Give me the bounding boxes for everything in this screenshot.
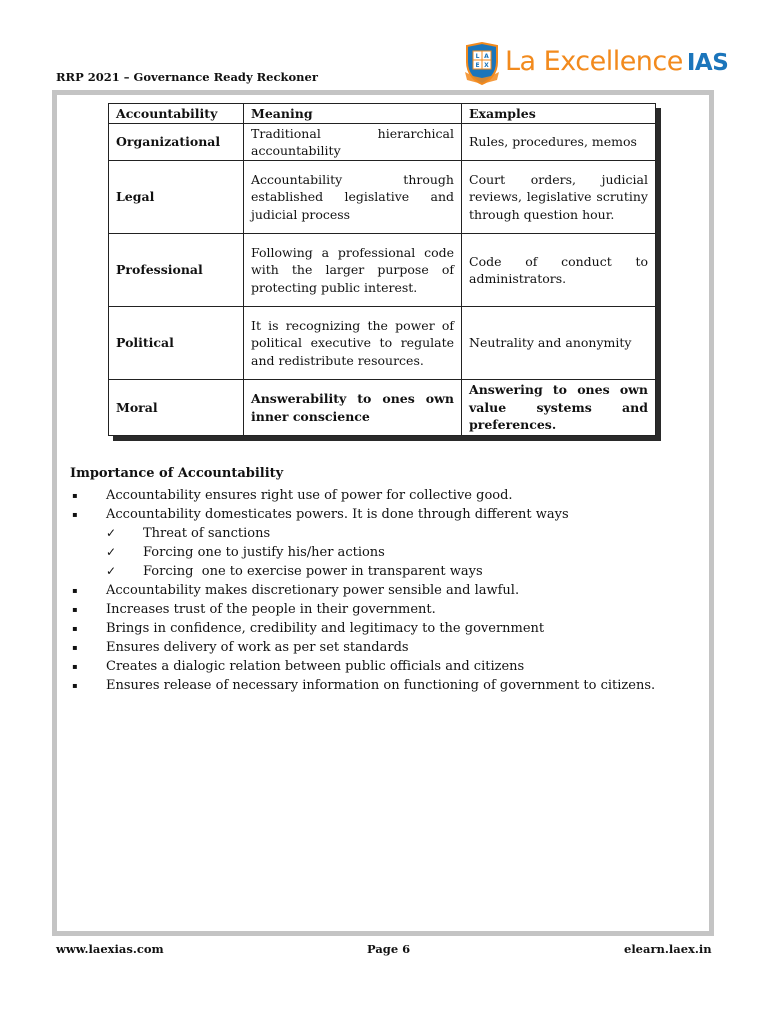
meaning-cell: Answerability to ones own inner conscience <box>244 380 462 436</box>
list-item-text: Accountability domesticates powers. It is done through different ways <box>106 507 569 522</box>
table-row <box>109 380 656 436</box>
square-bullet-icon: ▪ <box>72 643 78 652</box>
list-item-text: Creates a dialogic relation between public officials and citizens <box>106 659 525 674</box>
row-type-cell: Moral <box>109 380 244 436</box>
column-header-meaning: Meaning <box>244 104 462 124</box>
emblem-letter: X <box>484 62 489 69</box>
square-bullet-icon: ▪ <box>72 662 78 671</box>
list-item-text: Accountability ensures right use of power for collective good. <box>106 488 513 503</box>
list-item <box>70 600 710 619</box>
meaning-cell: It is recognizing the power of political executive to regulate and redistribute resources. <box>244 307 462 380</box>
list-item-text: Forcing one to exercise power in transparent ways <box>143 564 483 579</box>
examples-cell: Court orders, judicial reviews, legislative scrutiny through question hour. <box>462 161 656 234</box>
importance-list <box>70 486 710 695</box>
logo-suffix-text: IAS <box>686 50 729 76</box>
table-row <box>109 234 656 307</box>
checkmark-icon: ✓ <box>106 545 117 559</box>
list-item-text: Ensures release of necessary information on functioning of government to citizens. <box>106 678 656 693</box>
square-bullet-icon: ▪ <box>72 624 78 633</box>
list-item-text: Brings in confidence, credibility and legitimacy to the government <box>106 621 545 636</box>
column-header-examples: Examples <box>462 104 656 124</box>
row-type-cell: Political <box>109 307 244 380</box>
table-header-row <box>109 104 656 124</box>
emblem-letter: A <box>484 53 489 60</box>
column-header-accountability: Accountability <box>109 104 244 124</box>
list-item-text: Increases trust of the people in their government. <box>106 602 436 617</box>
table-row <box>109 161 656 234</box>
list-item <box>70 676 710 695</box>
meaning-cell: Accountability through established legislative and judicial process <box>244 161 462 234</box>
footer-elearn: elearn.laex.in <box>624 942 712 956</box>
list-item <box>70 657 710 676</box>
table-row <box>109 307 656 380</box>
square-bullet-icon: ▪ <box>72 586 78 595</box>
square-bullet-icon: ▪ <box>72 681 78 690</box>
list-item <box>70 505 710 524</box>
examples-cell: Code of conduct to administrators. <box>462 234 656 307</box>
checkmark-icon: ✓ <box>106 564 117 578</box>
header-title: RRP 2021 – Governance Ready Reckoner <box>56 70 318 84</box>
square-bullet-icon: ▪ <box>72 491 78 500</box>
footer-website: www.laexias.com <box>56 942 164 956</box>
row-type-cell: Legal <box>109 161 244 234</box>
square-bullet-icon: ▪ <box>72 510 78 519</box>
list-item <box>70 619 710 638</box>
sub-list-item <box>70 524 710 543</box>
accountability-table <box>108 103 656 436</box>
list-item-text: Accountability makes discretionary power sensible and lawful. <box>106 583 520 598</box>
meaning-cell: Following a professional code with the larger purpose of protecting public interest. <box>244 234 462 307</box>
meaning-cell: Traditional hierarchical accountability <box>244 124 462 161</box>
logo-main-text: La Excellence <box>505 46 683 77</box>
logo-wordmark <box>505 46 728 77</box>
section-heading: Importance of Accountability <box>70 466 284 481</box>
examples-cell: Rules, procedures, memos <box>462 124 656 161</box>
examples-cell: Answering to ones own value systems and preferences. <box>462 380 656 436</box>
list-item <box>70 638 710 657</box>
checkmark-icon: ✓ <box>106 526 117 540</box>
row-type-cell: Professional <box>109 234 244 307</box>
emblem-letter: L <box>475 53 480 60</box>
list-item-text: Ensures delivery of work as per set standards <box>106 640 409 655</box>
emblem-letter: E <box>475 62 480 69</box>
list-item <box>70 486 710 505</box>
row-type-cell: Organizational <box>109 124 244 161</box>
examples-cell: Neutrality and anonymity <box>462 307 656 380</box>
list-item <box>70 581 710 600</box>
brand-logo <box>463 42 729 86</box>
square-bullet-icon: ▪ <box>72 605 78 614</box>
footer-page-number: Page 6 <box>367 942 411 956</box>
sub-list-item <box>70 562 710 581</box>
sub-list-item <box>70 543 710 562</box>
table-row <box>109 124 656 161</box>
list-item-text: Forcing one to justify his/her actions <box>143 545 385 560</box>
list-item-text: Threat of sanctions <box>143 526 271 541</box>
shield-emblem-icon <box>463 42 501 86</box>
